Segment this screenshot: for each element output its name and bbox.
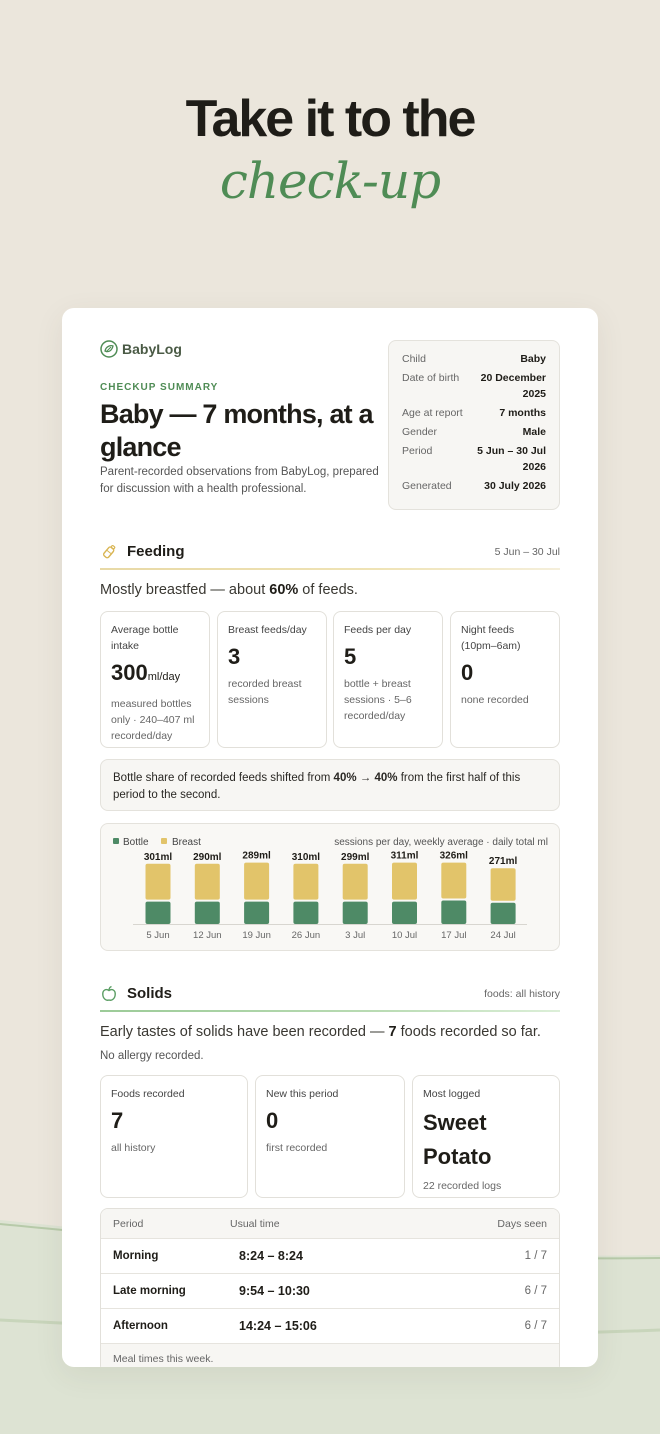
legend-swatch-breast [161,838,167,844]
stat-card-feeds-per-day [333,611,443,748]
bar-breast [244,863,269,900]
headline [0,88,660,212]
row-period: Morning [113,1250,159,1262]
legend-label-bottle: Bottle [123,837,149,848]
info-row-dob [402,370,546,402]
row-days: 1 / 7 [524,1250,547,1262]
info-row-gender [402,424,546,440]
feeding-lead-post: of feeds. [298,582,358,598]
brand-name: BabyLog [122,341,182,357]
row-time: 9:54 – 10:30 [239,1284,310,1298]
info-row-child [402,351,546,367]
solids-card-foods-recorded [100,1075,248,1198]
feeding-divider [100,568,560,570]
allergy-note: No allergy recorded. [100,1050,204,1062]
info-row-period [402,443,546,475]
stat-value: Sweet Potato [423,1110,492,1169]
stat-label: Feeds per day [344,624,412,636]
bar-bottle [343,902,368,924]
summary-eyebrow: CHECKUP SUMMARY [100,382,219,393]
table-header-row [101,1209,559,1239]
solids-lead [100,1024,541,1040]
bar-total-label: 299ml [341,851,370,863]
stat-value: 0 [266,1108,279,1133]
stat-desc: first recorded [266,1142,328,1154]
bar-bottle [244,902,269,924]
solids-divider [100,1010,560,1012]
solids-range: foods: all history [484,988,560,1000]
note-post: from the first half of this period to the second. [113,772,521,801]
x-tick-label: 10 Jul [391,930,418,941]
feeding-chart [101,824,561,952]
info-value: 20 December 2025 [480,372,546,400]
row-time: 8:24 – 8:24 [239,1249,303,1263]
stat-card-night-feeds [450,611,560,748]
babylog-logo-icon [100,340,118,358]
solids-lead-post: foods recorded so far. [396,1024,541,1040]
note-bold-2: 40% [374,772,398,784]
info-value: 5 Jun – 30 Jul 2026 [477,445,546,473]
info-row-age [402,405,546,421]
bar-bottle [293,902,318,924]
bar-total-label: 271ml [488,856,518,868]
x-tick-label: 26 Jun [291,930,321,941]
bar-bottle [392,902,417,924]
bar-total-label: 311ml [390,850,419,862]
stat-value: 7 [111,1108,124,1133]
stat-desc: recorded breast sessions [228,678,302,706]
bar-breast [491,868,516,900]
info-value: Male [522,426,546,438]
stat-label: Most logged [423,1088,481,1100]
stat-value [111,658,199,692]
info-value: 7 months [499,407,546,419]
stat-desc: all history [111,1142,156,1154]
brand [100,340,182,358]
info-key: Gender [402,426,438,438]
page-title: Baby — 7 months, at a glance [100,399,373,462]
solids-card-most-logged [412,1075,560,1198]
info-key: Date of birth [402,372,460,384]
bottle-icon [100,543,118,561]
stat-unit: ml/day [147,671,181,683]
solids-lead-pre: Early tastes of solids have been recorded — [100,1024,389,1040]
bar-breast [195,864,220,900]
note-pre: Bottle share of recorded feeds shifted from [113,772,334,784]
legend-label-breast: Breast [172,837,201,848]
row-days: 6 / 7 [524,1285,547,1297]
x-tick-label: 3 Jul [345,930,366,941]
info-key: Age at report [402,407,463,419]
table-header-time: Usual time [230,1218,280,1230]
row-period: Late morning [113,1285,186,1297]
solids-section-header [100,982,560,1012]
chart-caption: sessions per day, weekly average · daily total ml [334,837,548,848]
bar-breast [293,864,318,900]
table-header-days: Days seen [497,1218,547,1230]
stat-label: Breast feeds/day [228,624,307,636]
info-value: Baby [520,353,546,365]
child-info-box [388,340,560,510]
table-row [101,1309,559,1344]
feeding-section-header [100,540,560,570]
stat-desc: 22 recorded logs [423,1180,502,1192]
bar-breast [392,863,417,900]
report-card [62,308,598,1367]
stat-label: Night feeds (10pm–6am) [461,624,521,652]
stat-label: Foods recorded [111,1088,185,1100]
x-tick-label: 19 Jun [242,930,271,941]
meal-times-table [100,1208,560,1367]
table-row [101,1274,559,1309]
apple-icon [100,985,118,1003]
stat-value: 5 [344,644,357,669]
feeding-label: Feeding [127,543,185,560]
feeding-lead [100,582,358,598]
stat-desc: measured bottles only · 240–407 ml recorded/day [111,698,195,742]
bar-bottle [146,902,171,924]
solids-lead-bold: 7 [388,1024,397,1040]
headline-line-1: Take it to the [185,90,475,148]
bar-breast [441,863,466,899]
feeding-chart-box [100,823,560,951]
stat-desc: none recorded [461,694,529,706]
bar-total-label: 310ml [291,851,321,863]
legend-swatch-bottle [113,838,119,844]
feeding-lead-pre: Mostly breastfed — about [100,582,270,598]
bar-bottle [441,900,466,924]
note-arrow: → [356,772,375,784]
info-row-generated [402,478,546,494]
stat-number: 300 [111,660,148,685]
x-tick-label: 5 Jun [146,930,170,941]
feeding-range: 5 Jun – 30 Jul [494,546,560,558]
info-key: Generated [402,480,452,492]
bar-bottle [491,903,516,924]
x-tick-label: 17 Jul [441,930,467,941]
stat-card-breast-feeds [217,611,327,748]
stat-value: 0 [461,660,474,685]
bar-total-label: 301ml [143,851,173,863]
solids-label: Solids [127,985,173,1002]
info-value: 30 July 2026 [484,480,546,492]
stat-value: 3 [228,644,241,669]
note-bold-1: 40% [333,772,357,784]
bar-breast [146,864,171,900]
row-time: 14:24 – 15:06 [239,1319,317,1333]
info-key: Child [402,353,426,365]
bar-total-label: 289ml [242,850,271,862]
headline-line-2: check-up [219,152,441,210]
stat-label: Average bottle intake [111,624,179,652]
bar-total-label: 326ml [439,850,468,862]
bar-breast [343,864,368,900]
x-tick-label: 24 Jul [490,930,516,941]
stat-card-bottle-intake [100,611,210,748]
summary-subtitle: Parent-recorded observations from BabyLog, prepared for discussion with a health professional. [100,466,379,495]
bottle-share-note [100,759,560,811]
table-footer: Meal times this week. [101,1344,559,1367]
stat-desc: bottle + breast sessions · 5–6 recorded/day [344,678,412,722]
solids-card-new-this-period [255,1075,405,1198]
row-days: 6 / 7 [524,1320,547,1332]
feeding-lead-bold: 60% [269,582,299,598]
table-header-period: Period [113,1218,144,1230]
row-period: Afternoon [113,1320,168,1332]
bar-total-label: 290ml [193,851,222,863]
stat-label: New this period [266,1088,339,1100]
table-row [101,1239,559,1274]
info-key: Period [402,445,433,457]
bar-bottle [195,902,220,924]
x-tick-label: 12 Jun [193,930,222,941]
